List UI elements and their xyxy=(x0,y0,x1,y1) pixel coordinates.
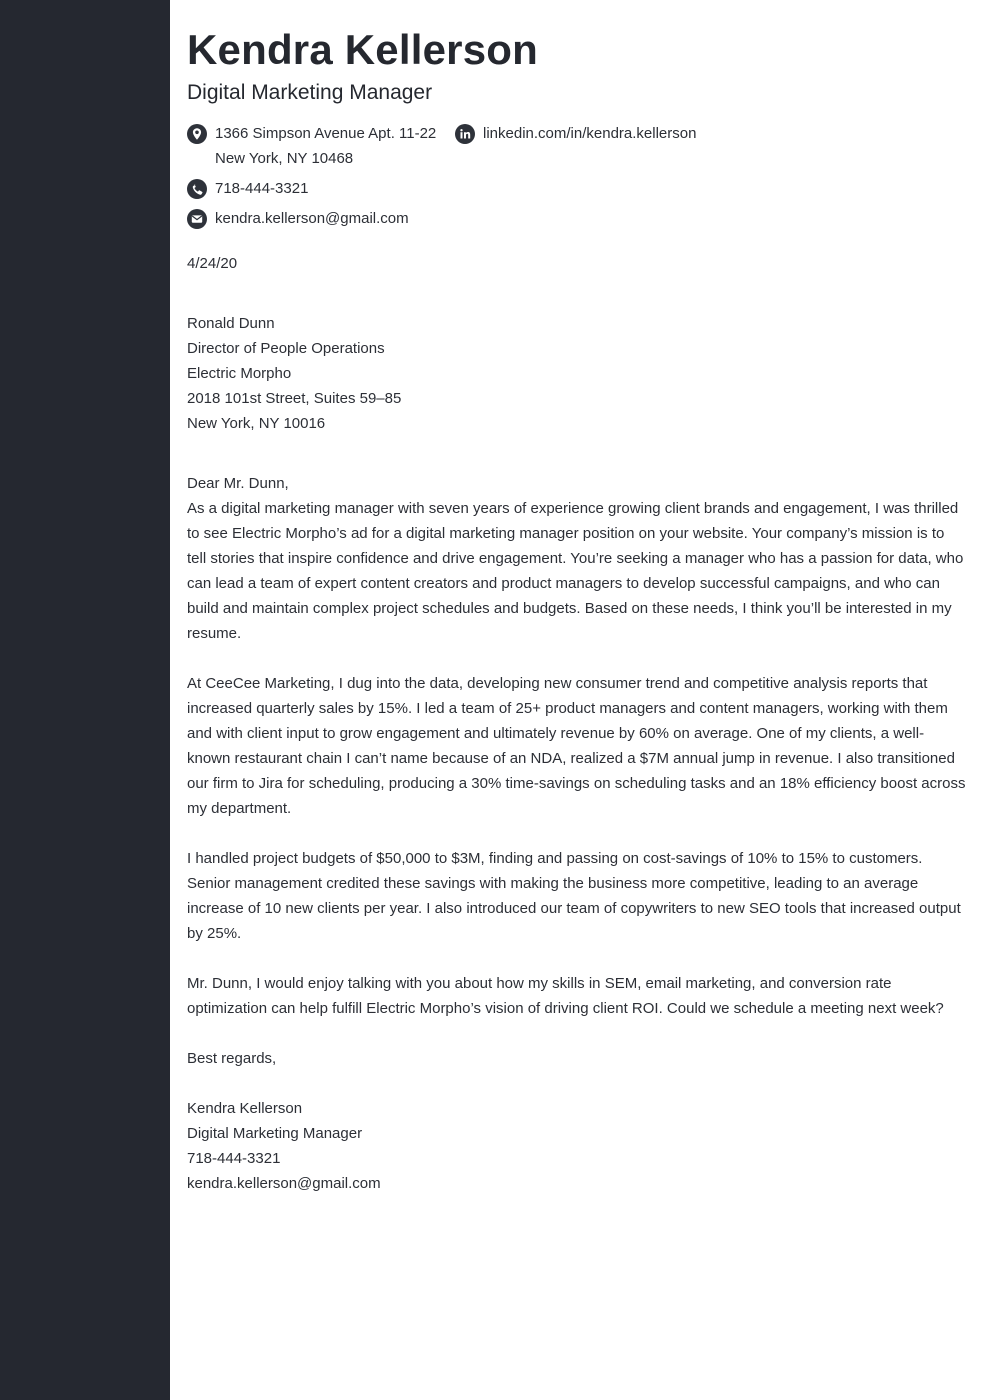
email-icon xyxy=(187,209,207,229)
recipient-company: Electric Morpho xyxy=(187,365,292,382)
letter-body xyxy=(187,471,967,1196)
email-address[interactable]: kendra.kellerson@gmail.com xyxy=(215,210,409,227)
address-line-1: 1366 Simpson Avenue Apt. 11-22 xyxy=(215,125,437,142)
signature-email: kendra.kellerson@gmail.com xyxy=(187,1175,381,1192)
closing: Best regards, xyxy=(187,1050,277,1067)
recipient-address-line-2: New York, NY 10016 xyxy=(187,415,326,432)
signature-name: Kendra Kellerson xyxy=(187,1100,303,1117)
phone-icon xyxy=(187,179,207,199)
signature-phone: 718-444-3321 xyxy=(187,1150,281,1167)
body-paragraph-1: As a digital marketing manager with seven years of experience growing client brands and engagement, I was thrilled to see Electric Morpho’s ad for a digital marketing manager position on your website. Your company’s mission is to tell stories that inspire confidence and drive engagement. You’re seeking a manager who has a passion for data, who can lead a team of expert content creators and product managers to develop successful campaigns, and who can build and maintain complex project schedules and budgets. Based on these needs, I think you’ll be interested in my resume. xyxy=(187,500,964,642)
letter-date: 4/24/20 xyxy=(187,255,238,272)
salutation: Dear Mr. Dunn, xyxy=(187,475,289,492)
address-line-2: New York, NY 10468 xyxy=(215,150,354,167)
body-paragraph-2: At CeeCee Marketing, I dug into the data, developing new consumer trend and competitive analysis reports that increased quarterly sales by 15%. I led a team of 25+ product managers and content managers, working with them and with client input to grow engagement and ultimately revenue by 60% on average. One of my clients, a well-known restaurant chain I can’t name because of an NDA, realized a $7M annual jump in revenue. I also transitioned our firm to Jira for scheduling, producing a 30% time-savings on scheduling tasks and an 18% efficiency boost across my department. xyxy=(187,675,966,817)
sidebar-band xyxy=(0,0,170,1400)
applicant-title: Digital Marketing Manager xyxy=(187,81,433,104)
body-paragraph-3: I handled project budgets of $50,000 to $3M, finding and passing on cost-savings of 10% to 15% to customers. Senior management credited these savings with making the business more competitive, leading to an average increase of 10 new clients per year. I also introduced our team of copywriters to new SEO tools that increased output by 25%. xyxy=(187,850,961,942)
linkedin-icon xyxy=(455,124,475,144)
recipient-title: Director of People Operations xyxy=(187,340,385,357)
location-pin-icon xyxy=(187,124,207,144)
signature-title: Digital Marketing Manager xyxy=(187,1125,363,1142)
recipient-address-line-1: 2018 101st Street, Suites 59–85 xyxy=(187,390,402,407)
recipient-block xyxy=(187,311,401,436)
recipient-name: Ronald Dunn xyxy=(187,315,275,332)
body-paragraph-4: Mr. Dunn, I would enjoy talking with you about how my skills in SEM, email marketing, and conversion rate optimization can help fulfill Electric Morpho’s vision of driving client ROI. Could we schedule a meeting next week? xyxy=(187,975,944,1017)
phone-number[interactable]: 718-444-3321 xyxy=(215,180,309,197)
linkedin-link[interactable]: linkedin.com/in/kendra.kellerson xyxy=(483,125,697,142)
applicant-name: Kendra Kellerson xyxy=(187,26,538,73)
signature-block xyxy=(187,1096,967,1196)
